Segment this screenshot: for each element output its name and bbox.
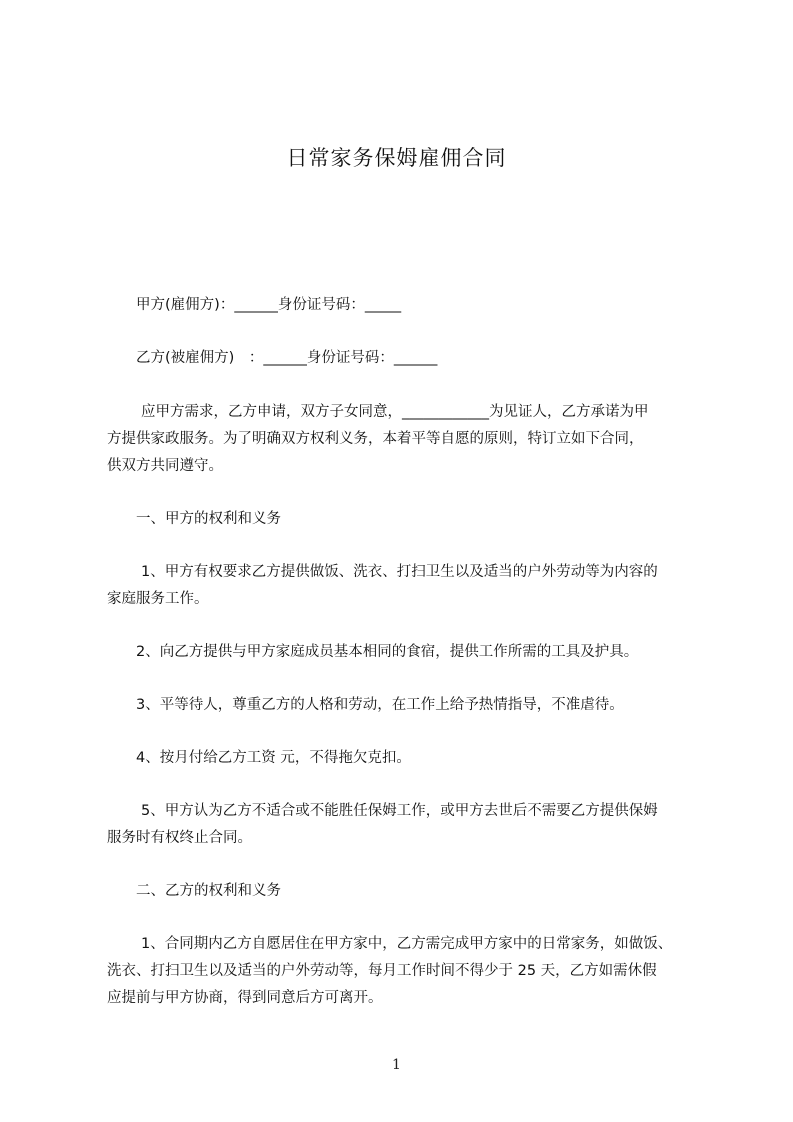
section-a-item5-line2: 服务时有权终止合同。 <box>107 830 252 846</box>
section-a-item1-line2: 家庭服务工作。 <box>107 591 209 607</box>
section-a-item2: 2、向乙方提供与甲方家庭成员基本相同的食宿，提供工作所需的工具及护具。 <box>136 644 639 660</box>
section-b-item1-line3: 应提前与甲方协商，得到同意后方可离开。 <box>107 990 383 1006</box>
intro-line-3: 供双方共同遵守。 <box>107 458 223 474</box>
intro-line-1: 应甲方需求，乙方申请，双方子女同意，____________为见证人，乙方承诺为甲 <box>141 404 649 420</box>
section-a-item5-line1: 5、甲方认为乙方不适合或不能胜任保姆工作，或甲方去世后不需要乙方提供保姆 <box>141 803 658 819</box>
party-a-line: 甲方(雇佣方)：______身份证号码：_____ <box>136 297 402 313</box>
intro-line-2: 方提供家政服务。为了明确双方权利义务，本着平等自愿的原则，特订立如下合同， <box>107 431 644 447</box>
section-a-item4: 4、按月付给乙方工资 元，不得拖欠克扣。 <box>136 750 411 766</box>
section-a-heading: 一、甲方的权利和义务 <box>136 511 281 527</box>
section-b-heading: 二、乙方的权利和义务 <box>136 883 281 899</box>
section-b-item1-line2: 洗衣、打扫卫生以及适当的户外劳动等，每月工作时间不得少于 25 天，乙方如需休假 <box>107 963 657 979</box>
page-number: 1 <box>392 1057 401 1073</box>
party-b-line: 乙方(被雇佣方) ：______身份证号码：______ <box>136 350 438 366</box>
document-title: 日常家务保姆雇佣合同 <box>286 146 507 170</box>
section-a-item3: 3、平等待人，尊重乙方的人格和劳动，在工作上给予热情指导，不准虐待。 <box>136 697 624 713</box>
section-a-item1-line1: 1、甲方有权要求乙方提供做饭、洗衣、打扫卫生以及适当的户外劳动等为内容的 <box>141 564 658 580</box>
section-b-item1-line1: 1、合同期内乙方自愿居住在甲方家中，乙方需完成甲方家中的日常家务，如做饭、 <box>141 936 673 952</box>
